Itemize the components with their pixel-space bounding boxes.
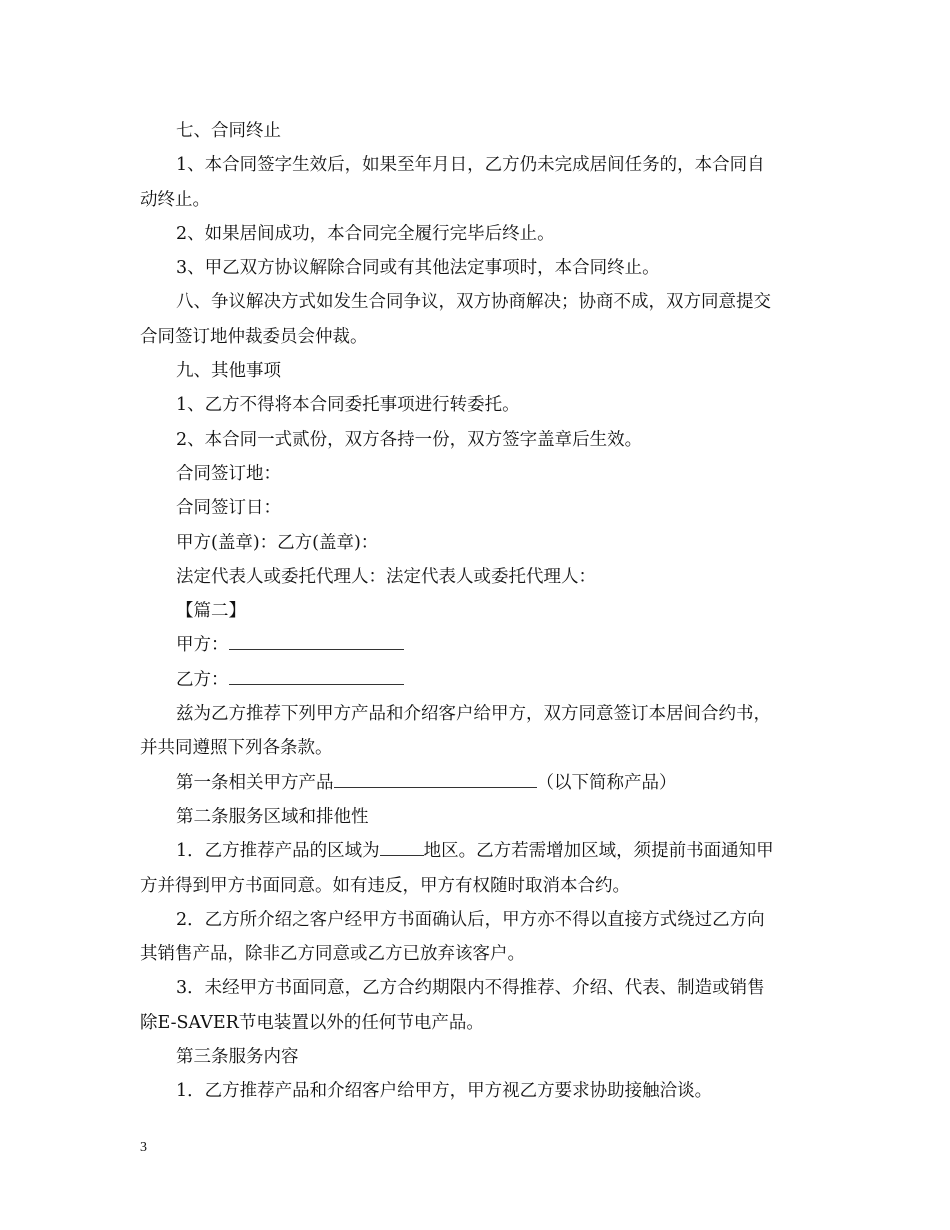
paragraph-line: 其销售产品，除非乙方同意或乙方已放弃该客户。 <box>140 944 525 965</box>
article-two-heading: 第二条服务区域和排他性 <box>176 806 369 827</box>
article-one-suffix: （以下简称产品） <box>536 772 677 793</box>
region-blank <box>380 835 424 856</box>
paragraph-line: 1、本合同签字生效后，如果至年月日，乙方仍未完成居间任务的，本合同自 <box>176 155 765 176</box>
party-b-blank <box>229 664 404 685</box>
paragraph-line: 2、本合同一式贰份，双方各持一份，双方签字盖章后生效。 <box>176 429 643 450</box>
signing-place-label: 合同签订地： <box>176 463 281 484</box>
section-heading-other: 九、其他事项 <box>176 361 281 382</box>
article-three-heading: 第三条服务内容 <box>176 1047 299 1068</box>
representative-labels: 法定代表人或委托代理人：法定代表人或委托代理人： <box>176 566 596 587</box>
part-two-heading: 【篇二】 <box>176 601 246 622</box>
paragraph-line: 除E-SAVER节电装置以外的任何节电产品。 <box>140 1012 484 1033</box>
paragraph-line: 并共同遵照下列各条款。 <box>140 738 333 759</box>
product-blank <box>334 767 537 788</box>
article-one-line <box>140 766 812 800</box>
paragraph-line: 2．乙方所介绍之客户经甲方书面确认后，甲方亦不得以直接方式绕过乙方向 <box>176 909 765 930</box>
party-a-blank <box>229 629 404 650</box>
party-a-line <box>140 628 812 662</box>
paragraph-line: 1、乙方不得将本合同委托事项进行转委托。 <box>176 395 520 416</box>
article-one-label: 第一条相关甲方产品 <box>176 772 334 793</box>
party-a-label: 甲方： <box>176 635 229 656</box>
section-heading-dispute: 八、争议解决方式如发生合同争议，双方协商解决；协商不成，双方同意提交 <box>176 292 771 313</box>
paragraph-line: 2、如果居间成功，本合同完全履行完毕后终止。 <box>176 223 555 244</box>
party-b-line <box>140 663 812 697</box>
region-line <box>140 834 812 868</box>
paragraph-line: 1．乙方推荐产品和介绍客户给甲方，甲方视乙方要求协助接触洽谈。 <box>176 1081 713 1102</box>
paragraph-line: 3、甲乙双方协议解除合同或有其他法定事项时，本合同终止。 <box>176 258 660 279</box>
paragraph-line: 3．未经甲方书面同意，乙方合约期限内不得推荐、介绍、代表、制造或销售 <box>176 978 765 999</box>
paragraph-line: 兹为乙方推荐下列甲方产品和介绍客户给甲方，双方同意签订本居间合约书， <box>176 704 771 725</box>
signing-date-label: 合同签订日： <box>176 498 281 519</box>
paragraph-line: 动终止。 <box>140 189 210 210</box>
document-body <box>140 114 812 1109</box>
region-prefix: 1．乙方推荐产品的区域为 <box>176 841 380 862</box>
section-heading-termination: 七、合同终止 <box>176 121 281 141</box>
paragraph-line: 合同签订地仲裁委员会仲裁。 <box>140 326 368 347</box>
paragraph-line: 方并得到甲方书面同意。如有违反，甲方有权随时取消本合约。 <box>140 875 630 896</box>
party-b-label: 乙方： <box>176 669 229 690</box>
seal-labels: 甲方(盖章)：乙方(盖章)： <box>176 532 379 553</box>
region-suffix: 地区。乙方若需增加区域，须提前书面通知甲 <box>423 841 774 862</box>
page-number: 3 <box>140 1140 147 1155</box>
